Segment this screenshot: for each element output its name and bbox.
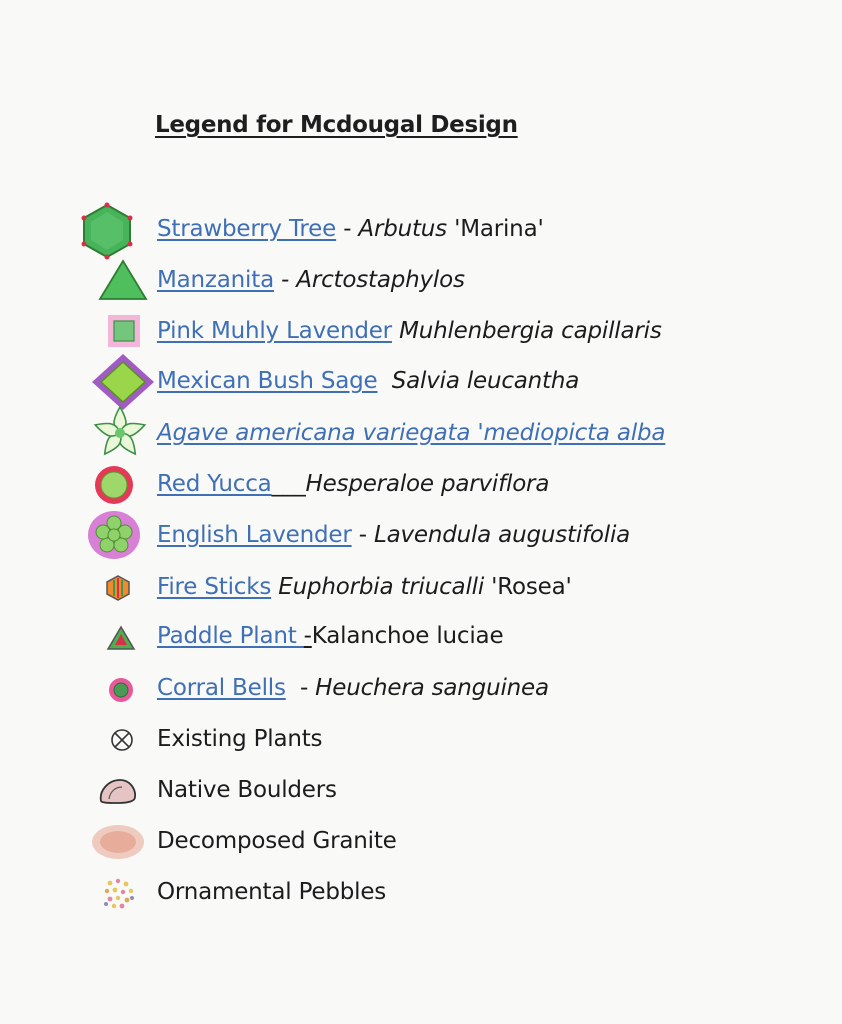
star-agave-icon — [84, 402, 156, 464]
legend-row-pink-muhly — [0, 308, 842, 354]
crossed-circle-icon — [108, 726, 136, 754]
common-name-link[interactable]: English Lavender — [157, 522, 352, 548]
flower-lavender-icon — [86, 508, 142, 562]
legend-row-corral-bells — [0, 665, 842, 711]
legend-label: Strawberry Tree - Arbutus 'Marina' — [157, 216, 544, 242]
common-name-link[interactable]: Paddle Plant — [157, 623, 304, 649]
legend-row-mexican-bush-sage — [0, 358, 842, 404]
legend-row-fire-sticks — [0, 564, 842, 610]
triangle-paddle-icon — [106, 625, 136, 651]
common-name-link[interactable]: Pink Muhly Lavender — [157, 318, 392, 344]
hexagon-firesticks-icon — [104, 574, 132, 602]
triangle-shrub-icon — [96, 257, 150, 303]
legend-label — [157, 420, 665, 446]
granite-swatch-icon — [90, 822, 146, 862]
boulder-icon — [96, 775, 140, 807]
common-name-link[interactable]: Manzanita — [157, 267, 274, 293]
legend-row-existing-plants — [0, 716, 842, 762]
legend-row-agave — [0, 410, 842, 456]
circle-yucca-icon — [92, 463, 136, 507]
legend-label: Fire Sticks Euphorbia triucalli 'Rosea' — [157, 574, 572, 600]
legend-row-native-boulders — [0, 767, 842, 813]
legend-label: Paddle Plant -Kalanchoe luciae — [157, 623, 504, 649]
legend-row-decomposed-granite — [0, 818, 842, 864]
legend-label: Corral Bells - Heuchera sanguinea — [157, 675, 549, 701]
common-name-link[interactable]: Red Yucca — [157, 471, 272, 497]
legend-label: Ornamental Pebbles — [157, 879, 387, 905]
legend-label: Manzanita - Arctostaphylos — [157, 267, 465, 293]
legend-row-manzanita — [0, 257, 842, 303]
legend-label: English Lavender - Lavendula augustifolia — [157, 522, 631, 548]
legend-label: Mexican Bush Sage Salvia leucantha — [157, 368, 580, 394]
legend-row-english-lavender — [0, 512, 842, 558]
common-name-link[interactable]: Fire Sticks — [157, 574, 272, 600]
legend-label: Pink Muhly Lavender Muhlenbergia capillaris — [157, 318, 662, 344]
legend-row-red-yucca — [0, 461, 842, 507]
circle-coralbells-icon — [106, 675, 136, 705]
common-name-link[interactable]: Strawberry Tree — [157, 216, 337, 242]
legend-row-ornamental-pebbles — [0, 869, 842, 915]
common-name-link[interactable]: Corral Bells — [157, 675, 286, 701]
legend-row-paddle-plant — [0, 613, 842, 659]
pebbles-swatch-icon — [98, 873, 140, 915]
square-grass-icon — [106, 312, 142, 350]
legend-label: Decomposed Granite — [157, 828, 397, 854]
common-name-link[interactable]: Agave americana variegata 'mediopicta alba — [157, 420, 666, 446]
legend-label: Existing Plants — [157, 726, 323, 752]
legend-row-strawberry-tree — [0, 206, 842, 252]
common-name-link[interactable]: Mexican Bush Sage — [157, 368, 378, 394]
hexagon-tree-icon — [78, 202, 136, 260]
legend-label: Native Boulders — [157, 777, 337, 803]
legend-label: Red Yucca___Hesperaloe parviflora — [157, 471, 550, 497]
page-title: Legend for Mcdougal Design — [155, 112, 518, 138]
